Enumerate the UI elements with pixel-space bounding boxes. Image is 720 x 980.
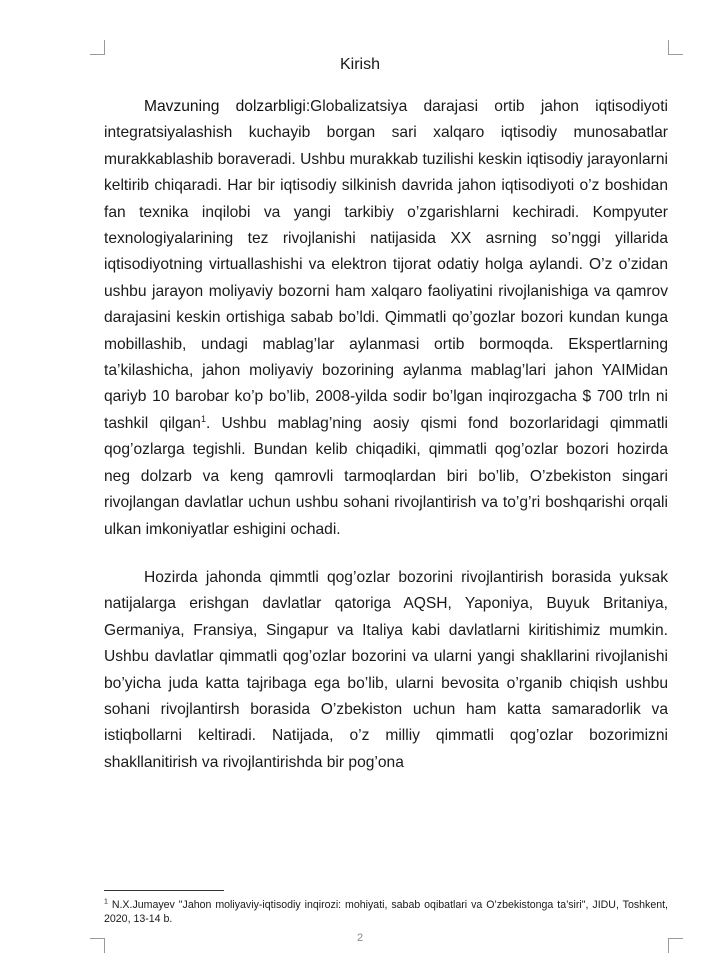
page-title: Kirish: [339, 56, 380, 73]
footnote: [104, 898, 668, 926]
document-body: [104, 94, 668, 776]
paragraph-1-text-b: . Ushbu mablag’ning aosiy qismi fond bozorlaridagi qimmatli qog’ozlarga tegishli. Bundan kelib chiqadiki, qimmatli qog’ozlar bozori hozirda neg dolzarb va keng qamrovli tarmoqlardan biri bo’lib, O’zbekiston singari rivojlangan davlatlar uchun ushbu sohani rivojlantirish va to’g’ri boshqarishi orqali ulkan imkoniyatlar eshigini ochadi.: [104, 414, 668, 538]
section-heading: Mavzuning dolzarbligi:: [144, 98, 311, 115]
footnote-text: N.X.Jumayev "Jahon moliyaviy-iqtisodiy inqirozi: mohiyati, sabab oqibatlari va O’zbekistonga ta’siri", JIDU, Toshkent, 2020, 13-14 b.: [104, 899, 668, 925]
crop-mark-top-left: [90, 40, 105, 55]
crop-mark-top-right: [668, 40, 683, 55]
page-number: 2: [356, 932, 364, 944]
paragraph-2: Hozirda jahonda qimmtli qog’ozlar bozorini rivojlantirish borasida yuksak natijalarga erishgan davlatlar qatoriga AQSH, Yaponiya, Buyuk Britaniya, Germaniya, Fransiya, Singapur va Italiya kabi davlatlarni kiritishimiz mumkin. Ushbu davlatlar qimmatli qog’ozlar bozorini va ularni yangi shakllarini rivojlanishi bo’yicha juda katta tajribaga ega bo’lib, ularni bevosita o’rganib chiqish ushbu sohani rivojlantirsh borasida O’zbekiston uchun ham katta samaradorlik va istiqbollarni keltiradi. Natijada, o’z milliy qimmatli qog’ozlar bozorimizni shakllanitirish va rivojlantirishda bir pog’ona: [104, 568, 668, 771]
footnote-mark: 1: [104, 898, 108, 906]
paragraph-1-text-a: Globalizatsiya darajasi ortib jahon iqtisodiyoti integratsiyalashish kuchayib borgan sari xalqaro iqtisodiy munosabatlar murakkablashib boraveradi. Ushbu murakkab tuzilishi keskin iqtisodiy jarayonlarni keltirib chiqaradi. Har bir iqtisodiy silkinish davrida jahon iqtisodiyoti o’z boshidan fan texnika inqilobi va yangi tarkibiy o’zgarishlarni kechiradi. Kompyuter texnologiyalarining tez rivojlanishi natijasida XX asrning so’nggi yillarida iqtisodiyotning virtuallashishi va elektron tijorat odatiy holga aylandi. O’z o’zidan ushbu jarayon moliyaviy bozorni ham xalqaro faoliyatini rivojlanishiga va qamrov darajasini keskin ortishiga sabab bo’ldi. Qimmatli qo’gozlar bozori kundan kunga mobillashib, undagi mablag’lar aylanmasi ortib bormoqda. Ekspertlarning ta’kilashicha, jahon moliyaviy bozorining aylanma mablag’lari jahon YAIMidan qariyb 10 barobar ko’p bo’lib, 2008-yilda sodir bo’lgan inqirozgacha $ 700 trln ni tashkil qilgan: [104, 98, 668, 432]
footnote-reference[interactable]: 1: [200, 413, 206, 424]
paragraph-1: [104, 94, 668, 543]
footnote-separator: [104, 890, 224, 891]
